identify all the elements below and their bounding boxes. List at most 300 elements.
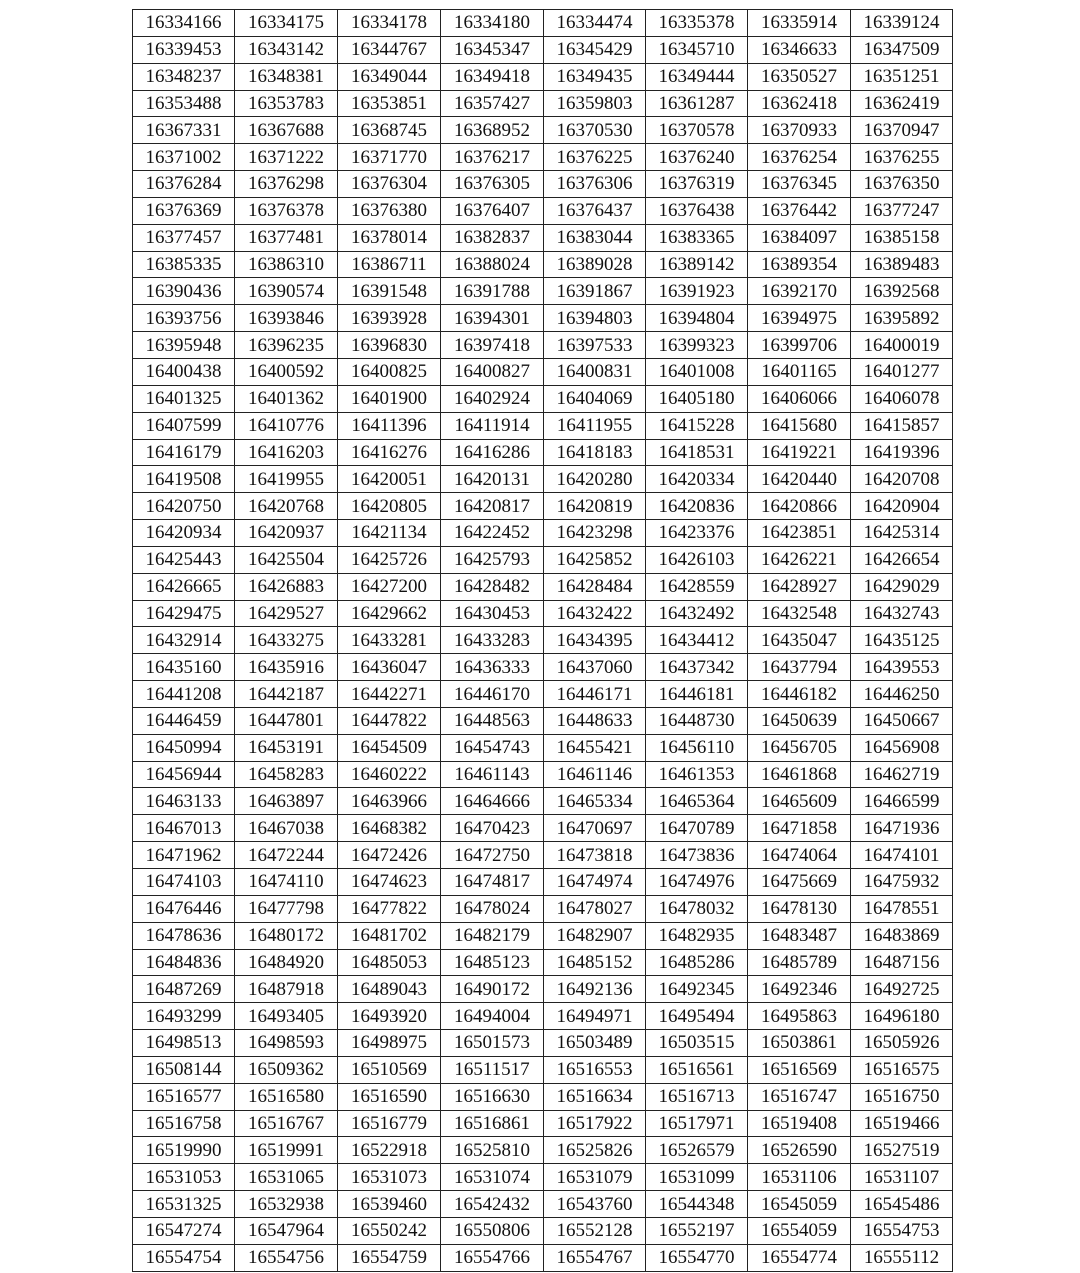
table-cell: 16376378: [235, 197, 338, 224]
table-cell: 16426221: [748, 546, 851, 573]
table-cell: 16406078: [851, 385, 953, 412]
table-cell: 16527519: [851, 1137, 953, 1164]
table-cell: 16475932: [851, 869, 953, 896]
table-cell: 16388024: [441, 251, 544, 278]
table-cell: 16432422: [544, 600, 646, 627]
table-cell: 16423298: [544, 520, 646, 547]
table-cell: 16522918: [338, 1137, 441, 1164]
table-cell: 16436047: [338, 654, 441, 681]
table-cell: 16432914: [133, 627, 235, 654]
table-cell: 16531065: [235, 1164, 338, 1191]
table-row: [133, 493, 953, 520]
table-cell: 16401325: [133, 385, 235, 412]
table-cell: 16415857: [851, 412, 953, 439]
table-cell: 16377481: [235, 224, 338, 251]
table-cell: 16492725: [851, 976, 953, 1003]
table-cell: 16516580: [235, 1083, 338, 1110]
table-row: [133, 895, 953, 922]
table-row: [133, 1030, 953, 1057]
table-cell: 16420817: [441, 493, 544, 520]
table-row: [133, 117, 953, 144]
table-cell: 16368952: [441, 117, 544, 144]
table-cell: 16415680: [748, 412, 851, 439]
table-row: [133, 10, 953, 37]
table-cell: 16347509: [851, 36, 953, 63]
table-cell: 16415228: [646, 412, 748, 439]
table-cell: 16495494: [646, 1003, 748, 1030]
table-cell: 16531074: [441, 1164, 544, 1191]
table-cell: 16370933: [748, 117, 851, 144]
table-cell: 16401900: [338, 385, 441, 412]
table-cell: 16420934: [133, 520, 235, 547]
table-cell: 16547964: [235, 1217, 338, 1244]
table-cell: 16456908: [851, 734, 953, 761]
table-cell: 16525826: [544, 1137, 646, 1164]
table-cell: 16471962: [133, 842, 235, 869]
table-cell: 16429662: [338, 600, 441, 627]
table-cell: 16516747: [748, 1083, 851, 1110]
table-cell: 16429527: [235, 600, 338, 627]
table-cell: 16554774: [748, 1244, 851, 1271]
table-cell: 16484920: [235, 949, 338, 976]
table-row: [133, 815, 953, 842]
table-cell: 16353783: [235, 90, 338, 117]
table-cell: 16349044: [338, 63, 441, 90]
table-cell: 16446182: [748, 681, 851, 708]
table-cell: 16482179: [441, 922, 544, 949]
table-row: [133, 520, 953, 547]
table-cell: 16410776: [235, 412, 338, 439]
table-cell: 16420937: [235, 520, 338, 547]
table-row: [133, 869, 953, 896]
table-cell: 16448730: [646, 707, 748, 734]
table-cell: 16376284: [133, 171, 235, 198]
table-cell: 16454509: [338, 734, 441, 761]
table-cell: 16519408: [748, 1110, 851, 1137]
table-cell: 16485053: [338, 949, 441, 976]
table-cell: 16419508: [133, 466, 235, 493]
table-cell: 16423851: [748, 520, 851, 547]
table-cell: 16465334: [544, 788, 646, 815]
table-cell: 16391923: [646, 278, 748, 305]
table-cell: 16353851: [338, 90, 441, 117]
table-cell: 16432492: [646, 600, 748, 627]
table-cell: 16467038: [235, 815, 338, 842]
table-cell: 16446171: [544, 681, 646, 708]
table-cell: 16526579: [646, 1137, 748, 1164]
table-cell: 16411914: [441, 412, 544, 439]
table-cell: 16399706: [748, 332, 851, 359]
table-cell: 16391548: [338, 278, 441, 305]
table-cell: 16428559: [646, 573, 748, 600]
table-cell: 16516630: [441, 1083, 544, 1110]
table-cell: 16508144: [133, 1056, 235, 1083]
table-cell: 16339124: [851, 10, 953, 37]
table-cell: 16531107: [851, 1164, 953, 1191]
table-cell: 16349444: [646, 63, 748, 90]
table-cell: 16516758: [133, 1110, 235, 1137]
table-cell: 16435125: [851, 627, 953, 654]
table-cell: 16376345: [748, 171, 851, 198]
table-cell: 16554770: [646, 1244, 748, 1271]
table-cell: 16382837: [441, 224, 544, 251]
table-cell: 16359803: [544, 90, 646, 117]
table-cell: 16400019: [851, 332, 953, 359]
table-cell: 16392568: [851, 278, 953, 305]
table-cell: 16425793: [441, 546, 544, 573]
table-cell: 16474110: [235, 869, 338, 896]
table-cell: 16539460: [338, 1191, 441, 1218]
table-cell: 16425852: [544, 546, 646, 573]
table-cell: 16420131: [441, 466, 544, 493]
table-cell: 16466599: [851, 788, 953, 815]
table-cell: 16517971: [646, 1110, 748, 1137]
table-cell: 16434395: [544, 627, 646, 654]
table-cell: 16516861: [441, 1110, 544, 1137]
table-row: [133, 976, 953, 1003]
table-cell: 16456705: [748, 734, 851, 761]
table-row: [133, 1164, 953, 1191]
table-cell: 16394804: [646, 305, 748, 332]
table-row: [133, 332, 953, 359]
table-cell: 16531073: [338, 1164, 441, 1191]
table-row: [133, 144, 953, 171]
table-cell: 16367331: [133, 117, 235, 144]
table-cell: 16420280: [544, 466, 646, 493]
table-cell: 16542432: [441, 1191, 544, 1218]
table-cell: 16376306: [544, 171, 646, 198]
table-cell: 16470789: [646, 815, 748, 842]
table-cell: 16519991: [235, 1137, 338, 1164]
table-cell: 16465609: [748, 788, 851, 815]
table-cell: 16376442: [748, 197, 851, 224]
table-cell: 16498975: [338, 1030, 441, 1057]
table-cell: 16450639: [748, 707, 851, 734]
table-cell: 16516750: [851, 1083, 953, 1110]
table-row: [133, 1003, 953, 1030]
table-cell: 16509362: [235, 1056, 338, 1083]
table-cell: 16423376: [646, 520, 748, 547]
table-row: [133, 439, 953, 466]
table-cell: 16474101: [851, 842, 953, 869]
table-cell: 16339453: [133, 36, 235, 63]
table-cell: 16552197: [646, 1217, 748, 1244]
table-cell: 16390436: [133, 278, 235, 305]
table-cell: 16437060: [544, 654, 646, 681]
table-row: [133, 842, 953, 869]
table-row: [133, 278, 953, 305]
table-cell: 16490172: [441, 976, 544, 1003]
table-cell: 16400438: [133, 358, 235, 385]
table-cell: 16510569: [338, 1056, 441, 1083]
table-row: [133, 1137, 953, 1164]
table-row: [133, 63, 953, 90]
table-cell: 16516634: [544, 1083, 646, 1110]
table-row: [133, 305, 953, 332]
table-cell: 16335914: [748, 10, 851, 37]
table-cell: 16453191: [235, 734, 338, 761]
table-cell: 16393846: [235, 305, 338, 332]
table-cell: 16383365: [646, 224, 748, 251]
table-cell: 16385335: [133, 251, 235, 278]
table-cell: 16461353: [646, 761, 748, 788]
table-cell: 16393928: [338, 305, 441, 332]
table-cell: 16463966: [338, 788, 441, 815]
table-cell: 16376319: [646, 171, 748, 198]
table-cell: 16484836: [133, 949, 235, 976]
table-cell: 16467013: [133, 815, 235, 842]
table-cell: 16495863: [748, 1003, 851, 1030]
table-cell: 16455421: [544, 734, 646, 761]
table-cell: 16426883: [235, 573, 338, 600]
table-cell: 16476446: [133, 895, 235, 922]
table-cell: 16454743: [441, 734, 544, 761]
table-row: [133, 1110, 953, 1137]
table-cell: 16494004: [441, 1003, 544, 1030]
table-cell: 16554754: [133, 1244, 235, 1271]
table-cell: 16348237: [133, 63, 235, 90]
table-cell: 16516590: [338, 1083, 441, 1110]
table-cell: 16401165: [748, 358, 851, 385]
table-cell: 16376225: [544, 144, 646, 171]
table-cell: 16478024: [441, 895, 544, 922]
table-cell: 16432743: [851, 600, 953, 627]
table-cell: 16389483: [851, 251, 953, 278]
table-cell: 16420051: [338, 466, 441, 493]
table-cell: 16401008: [646, 358, 748, 385]
table-cell: 16411955: [544, 412, 646, 439]
table-cell: 16471858: [748, 815, 851, 842]
table-cell: 16554756: [235, 1244, 338, 1271]
table-cell: 16493920: [338, 1003, 441, 1030]
table-cell: 16353488: [133, 90, 235, 117]
table-cell: 16477798: [235, 895, 338, 922]
table-cell: 16425504: [235, 546, 338, 573]
table-cell: 16485123: [441, 949, 544, 976]
table-cell: 16419396: [851, 439, 953, 466]
table-cell: 16471936: [851, 815, 953, 842]
table-cell: 16503489: [544, 1030, 646, 1057]
table-cell: 16420866: [748, 493, 851, 520]
table-cell: 16505926: [851, 1030, 953, 1057]
table-row: [133, 1244, 953, 1271]
table-cell: 16400825: [338, 358, 441, 385]
table-cell: 16400827: [441, 358, 544, 385]
table-cell: 16349418: [441, 63, 544, 90]
table-cell: 16450994: [133, 734, 235, 761]
table-row: [133, 1217, 953, 1244]
table-cell: 16411396: [338, 412, 441, 439]
table-cell: 16397418: [441, 332, 544, 359]
table-cell: 16436333: [441, 654, 544, 681]
table-cell: 16367688: [235, 117, 338, 144]
table-cell: 16461146: [544, 761, 646, 788]
number-table: [132, 9, 953, 1272]
table-cell: 16376380: [338, 197, 441, 224]
table-cell: 16450667: [851, 707, 953, 734]
table-cell: 16531053: [133, 1164, 235, 1191]
table-cell: 16498513: [133, 1030, 235, 1057]
table-cell: 16429029: [851, 573, 953, 600]
table-cell: 16531106: [748, 1164, 851, 1191]
table-cell: 16474976: [646, 869, 748, 896]
table-cell: 16407599: [133, 412, 235, 439]
table-cell: 16334178: [338, 10, 441, 37]
table-cell: 16397533: [544, 332, 646, 359]
table-cell: 16448633: [544, 707, 646, 734]
table-row: [133, 358, 953, 385]
table-cell: 16343142: [235, 36, 338, 63]
table-cell: 16425443: [133, 546, 235, 573]
table-cell: 16492136: [544, 976, 646, 1003]
table-row: [133, 761, 953, 788]
table-cell: 16351251: [851, 63, 953, 90]
table-cell: 16370530: [544, 117, 646, 144]
table-cell: 16480172: [235, 922, 338, 949]
table-cell: 16416179: [133, 439, 235, 466]
table-row: [133, 734, 953, 761]
table-cell: 16376407: [441, 197, 544, 224]
table-cell: 16494971: [544, 1003, 646, 1030]
table-cell: 16446459: [133, 707, 235, 734]
table-cell: 16501573: [441, 1030, 544, 1057]
table-cell: 16419221: [748, 439, 851, 466]
table-cell: 16426654: [851, 546, 953, 573]
table-cell: 16482907: [544, 922, 646, 949]
table-cell: 16552128: [544, 1217, 646, 1244]
table-cell: 16377247: [851, 197, 953, 224]
table-cell: 16405180: [646, 385, 748, 412]
table-row: [133, 1191, 953, 1218]
table-cell: 16472426: [338, 842, 441, 869]
table-cell: 16386310: [235, 251, 338, 278]
table-cell: 16474974: [544, 869, 646, 896]
table-cell: 16474103: [133, 869, 235, 896]
table-cell: 16345347: [441, 36, 544, 63]
table-cell: 16554753: [851, 1217, 953, 1244]
table-cell: 16516767: [235, 1110, 338, 1137]
table-cell: 16477822: [338, 895, 441, 922]
table-cell: 16458283: [235, 761, 338, 788]
table-cell: 16350527: [748, 63, 851, 90]
table-cell: 16492346: [748, 976, 851, 1003]
table-cell: 16427200: [338, 573, 441, 600]
table-cell: 16554059: [748, 1217, 851, 1244]
table-cell: 16386711: [338, 251, 441, 278]
table-cell: 16554766: [441, 1244, 544, 1271]
table-cell: 16420768: [235, 493, 338, 520]
table-cell: 16376217: [441, 144, 544, 171]
table-cell: 16516553: [544, 1056, 646, 1083]
table-cell: 16425726: [338, 546, 441, 573]
table-cell: 16496180: [851, 1003, 953, 1030]
table-cell: 16485152: [544, 949, 646, 976]
table-cell: 16437342: [646, 654, 748, 681]
table-cell: 16487918: [235, 976, 338, 1003]
table-cell: 16345429: [544, 36, 646, 63]
table-cell: 16378014: [338, 224, 441, 251]
table-row: [133, 546, 953, 573]
table-cell: 16545059: [748, 1191, 851, 1218]
table-cell: 16420708: [851, 466, 953, 493]
table-cell: 16474064: [748, 842, 851, 869]
table-cell: 16472244: [235, 842, 338, 869]
table-cell: 16516713: [646, 1083, 748, 1110]
table-row: [133, 412, 953, 439]
table-cell: 16487156: [851, 949, 953, 976]
table-cell: 16543760: [544, 1191, 646, 1218]
table-cell: 16396235: [235, 332, 338, 359]
table-cell: 16376305: [441, 171, 544, 198]
table-cell: 16437794: [748, 654, 851, 681]
table-cell: 16361287: [646, 90, 748, 117]
table-cell: 16434412: [646, 627, 748, 654]
table-cell: 16470423: [441, 815, 544, 842]
table-cell: 16462719: [851, 761, 953, 788]
table-cell: 16492345: [646, 976, 748, 1003]
table-cell: 16334175: [235, 10, 338, 37]
table-cell: 16370578: [646, 117, 748, 144]
table-cell: 16419955: [235, 466, 338, 493]
table-cell: 16511517: [441, 1056, 544, 1083]
table-row: [133, 171, 953, 198]
table-cell: 16391867: [544, 278, 646, 305]
table-cell: 16531325: [133, 1191, 235, 1218]
table-cell: 16473818: [544, 842, 646, 869]
table-cell: 16446170: [441, 681, 544, 708]
table-cell: 16532938: [235, 1191, 338, 1218]
table-cell: 16420819: [544, 493, 646, 520]
table-cell: 16389028: [544, 251, 646, 278]
table-cell: 16376438: [646, 197, 748, 224]
table-cell: 16531099: [646, 1164, 748, 1191]
table-cell: 16400831: [544, 358, 646, 385]
table-cell: 16472750: [441, 842, 544, 869]
table-cell: 16376298: [235, 171, 338, 198]
table-cell: 16516577: [133, 1083, 235, 1110]
table-cell: 16435047: [748, 627, 851, 654]
table-cell: 16344767: [338, 36, 441, 63]
table-cell: 16389354: [748, 251, 851, 278]
table-cell: 16421134: [338, 520, 441, 547]
table-cell: 16389142: [646, 251, 748, 278]
table-row: [133, 466, 953, 493]
table-row: [133, 707, 953, 734]
table-cell: 16391788: [441, 278, 544, 305]
table-cell: 16481702: [338, 922, 441, 949]
table-row: [133, 922, 953, 949]
table-cell: 16463133: [133, 788, 235, 815]
table-cell: 16516779: [338, 1110, 441, 1137]
table-row: [133, 573, 953, 600]
table-cell: 16531079: [544, 1164, 646, 1191]
table-cell: 16547274: [133, 1217, 235, 1244]
table-cell: 16442187: [235, 681, 338, 708]
number-table-body: [133, 10, 953, 1272]
table-cell: 16464666: [441, 788, 544, 815]
table-cell: 16461143: [441, 761, 544, 788]
table-cell: 16383044: [544, 224, 646, 251]
table-cell: 16433275: [235, 627, 338, 654]
table-cell: 16345710: [646, 36, 748, 63]
table-cell: 16349435: [544, 63, 646, 90]
table-cell: 16370947: [851, 117, 953, 144]
table-cell: 16420440: [748, 466, 851, 493]
table-cell: 16394975: [748, 305, 851, 332]
table-cell: 16429475: [133, 600, 235, 627]
table-cell: 16470697: [544, 815, 646, 842]
table-cell: 16390574: [235, 278, 338, 305]
